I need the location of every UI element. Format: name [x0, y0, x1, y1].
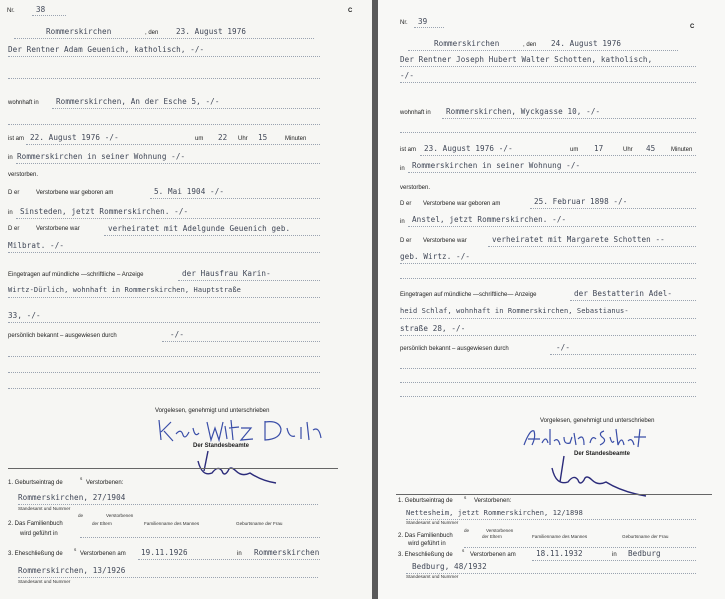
den-label: , den: [523, 42, 537, 48]
der-label: D er: [8, 190, 20, 196]
deceased-description: Der Rentner Adam Geuenich, katholisch, -/-: [8, 45, 205, 54]
marriage-register-entry: Rommerskirchen, 13/1926: [18, 566, 126, 575]
born-label: Verstorbene war geboren am: [423, 201, 501, 207]
marriage-date: 19.11.1926: [141, 548, 188, 557]
reporter-signature: [155, 414, 325, 444]
minuten-label: Minuten: [285, 136, 307, 142]
fn2-eltern: der Eltern: [482, 534, 502, 539]
den-label: , den: [145, 30, 159, 36]
fn2-label: 2. Das Familienbuch: [8, 521, 63, 527]
fn2-eltern: der Eltern: [92, 521, 112, 526]
death-hour: 17: [594, 144, 604, 153]
fn3-sup: s: [462, 548, 465, 553]
in-label: in: [400, 166, 405, 172]
fn2-fam-mann: Familienname des Mannes: [532, 534, 588, 539]
wohnhaft-label: wohnhaft in: [8, 100, 39, 106]
fn1-sup: s: [464, 495, 467, 500]
fn3-sup: s: [74, 547, 77, 552]
wohnhaft-label: wohnhaft in: [400, 110, 431, 116]
birth-date: 5. Mai 1904 -/-: [154, 187, 225, 196]
vorgelesen-label: Vorgelesen, genehmigt und unterschrieben: [540, 418, 655, 424]
um-label: um: [195, 136, 204, 142]
bekannt-value: -/-: [170, 330, 185, 339]
fn3-in: in: [612, 552, 617, 558]
eingetragen-label: Eingetragen auf mündliche —schriftliche – Anzeige: [8, 272, 144, 278]
in-label: in: [400, 219, 405, 225]
fn1-sup: s: [80, 476, 83, 481]
marriage-register-entry: Bedburg, 48/1932: [412, 562, 487, 571]
bekannt-value: -/-: [556, 343, 571, 352]
marital-label: Verstorbene war: [36, 226, 80, 232]
birth-place: Sinsteden, jetzt Rommerskirchen. -/-: [20, 207, 189, 216]
marital-label: Verstorbene war: [423, 238, 467, 244]
reporter-line1: der Hausfrau Karin-: [182, 269, 271, 278]
in-label: in: [8, 155, 13, 161]
death-hour: 22: [218, 133, 228, 142]
record-number: 39: [418, 17, 428, 26]
death-place: Rommerskirchen in seiner Wohnung -/-: [17, 152, 186, 161]
marital-status-line2: geb. Wirtz. -/-: [400, 252, 471, 261]
standesamt-nummer-caption: Standesamt und Nummer: [18, 506, 71, 511]
fn2-verstorbenen: Verstorbenen: [106, 513, 134, 518]
fn2-geb-frau: Geburtsname der Frau: [622, 534, 669, 539]
fn2-de: de: [78, 513, 84, 518]
deceased-description-line1: Der Rentner Joseph Hubert Walter Schotten, katholisch,: [400, 55, 653, 64]
bekannt-label: persönlich bekannt – ausgewiesen durch: [400, 346, 509, 352]
reporter-line2: Wirtz-Dürlich, wohnhaft in Rommerskirchen, Hauptstraße: [8, 286, 241, 294]
death-date: 22. August 1976 -/-: [30, 133, 119, 142]
fn2-verstorbenen: Verstorbenen: [486, 528, 514, 533]
record-number: 38: [36, 5, 46, 14]
born-label: Verstorbene war geboren am: [36, 190, 114, 196]
record-number-label: Nr.: [7, 8, 15, 14]
death-minutes: 15: [258, 133, 268, 142]
der-label: D er: [8, 226, 20, 232]
standesamt-nummer-caption: Standesamt und Nummer: [406, 520, 459, 525]
standesbeamte-label: Der Standesbeamte: [193, 443, 250, 449]
reporter-signature: [518, 425, 668, 451]
marriage-place: Bedburg: [628, 549, 661, 558]
uhr-label: Uhr: [238, 136, 248, 142]
fn3-in: in: [237, 551, 242, 557]
ist-am-label: ist am: [8, 136, 25, 142]
vorgelesen-label: Vorgelesen, genehmigt und unterschrieben: [155, 408, 270, 414]
birth-date: 25. Februar 1898 -/-: [534, 197, 628, 206]
fn1-tail: Verstorbenen:: [474, 498, 512, 504]
marital-status-line2: Milbrat. -/-: [8, 241, 65, 250]
fn1-label: 1. Geburtseintrag de: [8, 480, 63, 486]
series-letter: C: [348, 8, 353, 14]
uhr-label: Uhr: [623, 147, 633, 153]
in-label: in: [8, 210, 13, 216]
fn2-geb-frau: Geburtsname der Frau: [236, 521, 283, 526]
record-number-label: Nr.: [400, 20, 408, 26]
fn3-label: 3. Eheschließung de: [8, 551, 63, 557]
deceased-description-line2: -/-: [400, 71, 415, 80]
fn3-tail: Verstorbenen am: [470, 552, 516, 558]
series-letter: C: [690, 24, 695, 30]
minuten-label: Minuten: [671, 147, 693, 153]
bekannt-label: persönlich bekannt – ausgewiesen durch: [8, 333, 117, 339]
death-record-page-39: [378, 0, 725, 599]
registrar-signature: [542, 452, 652, 498]
reporter-line3: 33, -/-: [8, 311, 41, 320]
registry-date: 24. August 1976: [551, 39, 622, 48]
eingetragen-label: Eingetragen auf mündliche —schriftliche— Anzeige: [400, 292, 537, 298]
death-minutes: 45: [646, 144, 656, 153]
fn2-wird: wird geführt in: [408, 541, 446, 547]
marital-status-line1: verheiratet mit Margarete Schotten --: [492, 235, 665, 244]
marriage-place: Rommerskirchen: [254, 548, 320, 557]
registry-place: Rommerskirchen: [46, 27, 112, 36]
reporter-line3: straße 28, -/-: [400, 324, 466, 333]
standesamt-nummer-caption: Standesamt und Nummer: [406, 574, 459, 579]
registry-date: 23. August 1976: [176, 27, 247, 36]
ist-am-label: ist am: [400, 147, 417, 153]
standesamt-nummer-caption: Standesamt und Nummer: [18, 579, 71, 584]
birth-register-entry: Nettesheim, jetzt Rommerskirchen, 12/1898: [406, 509, 583, 517]
fn3-tail: Verstorbenen am: [80, 551, 126, 557]
der-label: D er: [400, 201, 412, 207]
birth-register-entry: Rommerskirchen, 27/1904: [18, 493, 126, 502]
verstorben-label: verstorben.: [400, 185, 431, 191]
reporter-line2: heid Schlaf, wohnhaft in Rommerskirchen, Sebastianus-: [400, 307, 629, 315]
der-label: D er: [400, 238, 412, 244]
residence: Rommerskirchen, Wyckgasse 10, -/-: [446, 107, 601, 116]
registrar-signature: [184, 447, 284, 487]
residence: Rommerskirchen, An der Esche 5, -/-: [56, 97, 220, 106]
fn2-wird: wird geführt in: [20, 531, 58, 537]
marriage-date: 18.11.1932: [536, 549, 583, 558]
verstorben-label: verstorben.: [8, 172, 39, 178]
standesbeamte-label: Der Standesbeamte: [574, 451, 631, 457]
fn2-fam-mann: Familienname des Mannes: [144, 521, 200, 526]
fn1-tail: Verstorbenen:: [86, 480, 124, 486]
um-label: um: [570, 147, 579, 153]
reporter-line1: der Bestatterin Adel-: [574, 289, 673, 298]
death-place: Rommerskirchen in seiner Wohnung -/-: [412, 161, 581, 170]
birth-place: Anstel, jetzt Rommerskirchen. -/-: [412, 215, 567, 224]
marital-status-line1: verheiratet mit Adelgunde Geuenich geb.: [108, 224, 291, 233]
fn2-label: 2. Das Familienbuch: [398, 533, 453, 539]
fn2-de: de: [464, 528, 470, 533]
fn1-label: 1. Geburtseintrag de: [398, 498, 453, 504]
fn3-label: 3. Eheschließung de: [398, 552, 453, 558]
registry-place: Rommerskirchen: [434, 39, 500, 48]
death-date: 23. August 1976 -/-: [424, 144, 513, 153]
